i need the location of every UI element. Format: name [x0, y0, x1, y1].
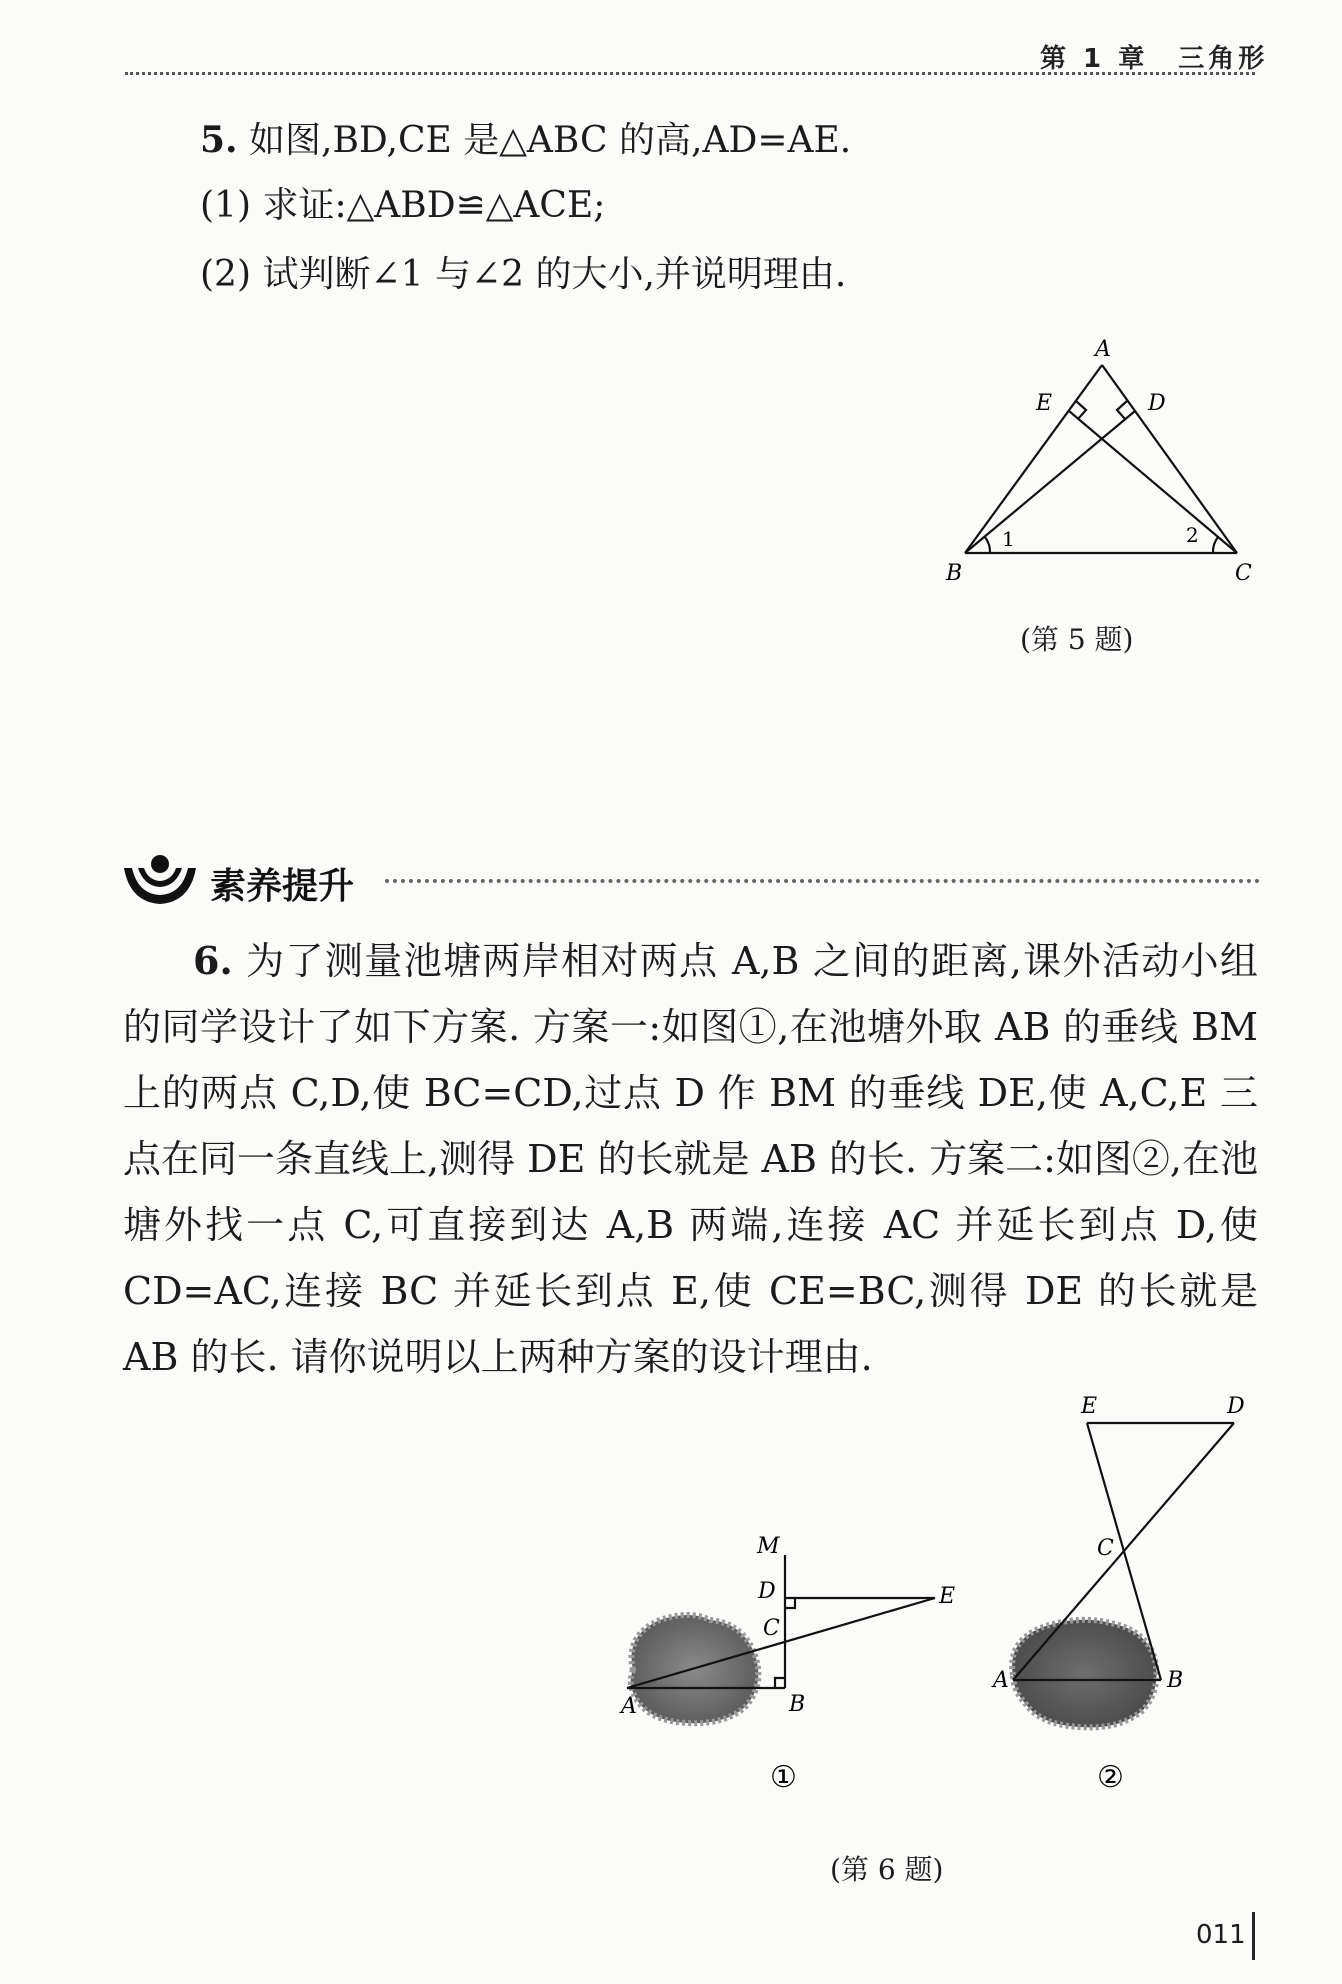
label-E-1: E: [939, 1584, 956, 1609]
q5-number: 5.: [200, 119, 238, 161]
page-number: 011: [1196, 1920, 1246, 1950]
right-angle-D-1: [785, 1598, 795, 1608]
segment-BD: [965, 411, 1135, 553]
chapter-header: 第 1 章 三角形: [1040, 44, 1269, 74]
fig2-marker: ②: [1097, 1760, 1124, 1795]
q6-paragraph: [123, 928, 1258, 1390]
label-E: E: [1036, 391, 1053, 416]
q5-part2: (2) 试判断∠1 与∠2 的大小,并说明理由.: [200, 254, 847, 295]
section-bowl-icon: [118, 850, 203, 910]
label-A-2: A: [993, 1668, 1009, 1693]
q5-stem-text: 如图,BD,CE 是△ABC 的高,AD=AE.: [237, 120, 852, 161]
page-number-bar: [1252, 1912, 1255, 1960]
pond-2: [1012, 1620, 1156, 1728]
label-D-1: D: [758, 1579, 776, 1604]
q5-stem: [200, 117, 851, 164]
header-divider: [125, 72, 1255, 75]
section-divider: [385, 879, 1260, 883]
segment-BA: [965, 365, 1102, 553]
segment-CE: [1069, 411, 1237, 553]
q5-caption: (第 5 题): [1020, 623, 1134, 656]
label-B-1: B: [789, 1692, 806, 1717]
q6-number: 6.: [193, 938, 233, 983]
angle-arc-2: [1213, 537, 1218, 553]
angle-arc-1: [985, 537, 990, 553]
label-C: C: [1235, 561, 1252, 586]
label-B: B: [946, 561, 963, 586]
label-D: D: [1148, 391, 1166, 416]
q5-part1: (1) 求证:△ABD≌△ACE;: [200, 185, 606, 226]
label-M-1: M: [757, 1534, 780, 1559]
label-C-1: C: [763, 1616, 780, 1641]
segment-AC: [1102, 365, 1237, 553]
label-A-1: A: [621, 1694, 637, 1719]
right-angle-D: [1117, 401, 1127, 419]
q6-caption: (第 6 题): [830, 1853, 944, 1886]
label-A: A: [1095, 337, 1111, 362]
section-title: 素养提升: [210, 866, 355, 907]
q5-triangle-figure: [930, 330, 1260, 600]
angle-label-1: 1: [1002, 527, 1015, 551]
q6-figure-1: [605, 1525, 965, 1805]
label-E-2: E: [1081, 1394, 1098, 1419]
label-B-2: B: [1167, 1668, 1184, 1693]
right-angle-B-1: [775, 1678, 785, 1688]
fig1-marker: ①: [770, 1760, 797, 1795]
right-angle-E: [1076, 401, 1086, 419]
label-C-2: C: [1097, 1536, 1114, 1561]
angle-label-2: 2: [1186, 523, 1199, 547]
q6-figure-2: [985, 1385, 1255, 1805]
q6-text: 为了测量池塘两岸相对两点 A,B 之间的距离,课外活动小组的同学设计了如下方案. 方案一:如图①,在池塘外取 AB 的垂线 BM 上的两点 C,D,使 BC=CD,过点 D 作 BM 的垂线 DE,使 A,C,E 三点在同一条直线上,测得 DE 的长就是 AB 的长. 方案二:如图②,在池塘外找一点 C,可直接到达 A,B 两端,连接 AC 并延长到点 D,使 CD=AC,连接 BC 并延长到点 E,使 CE=BC,测得 DE 的长就是 AB 的长. 请你说明以上两种方案的设计理由.: [123, 939, 1259, 1379]
label-D-2: D: [1227, 1394, 1245, 1419]
